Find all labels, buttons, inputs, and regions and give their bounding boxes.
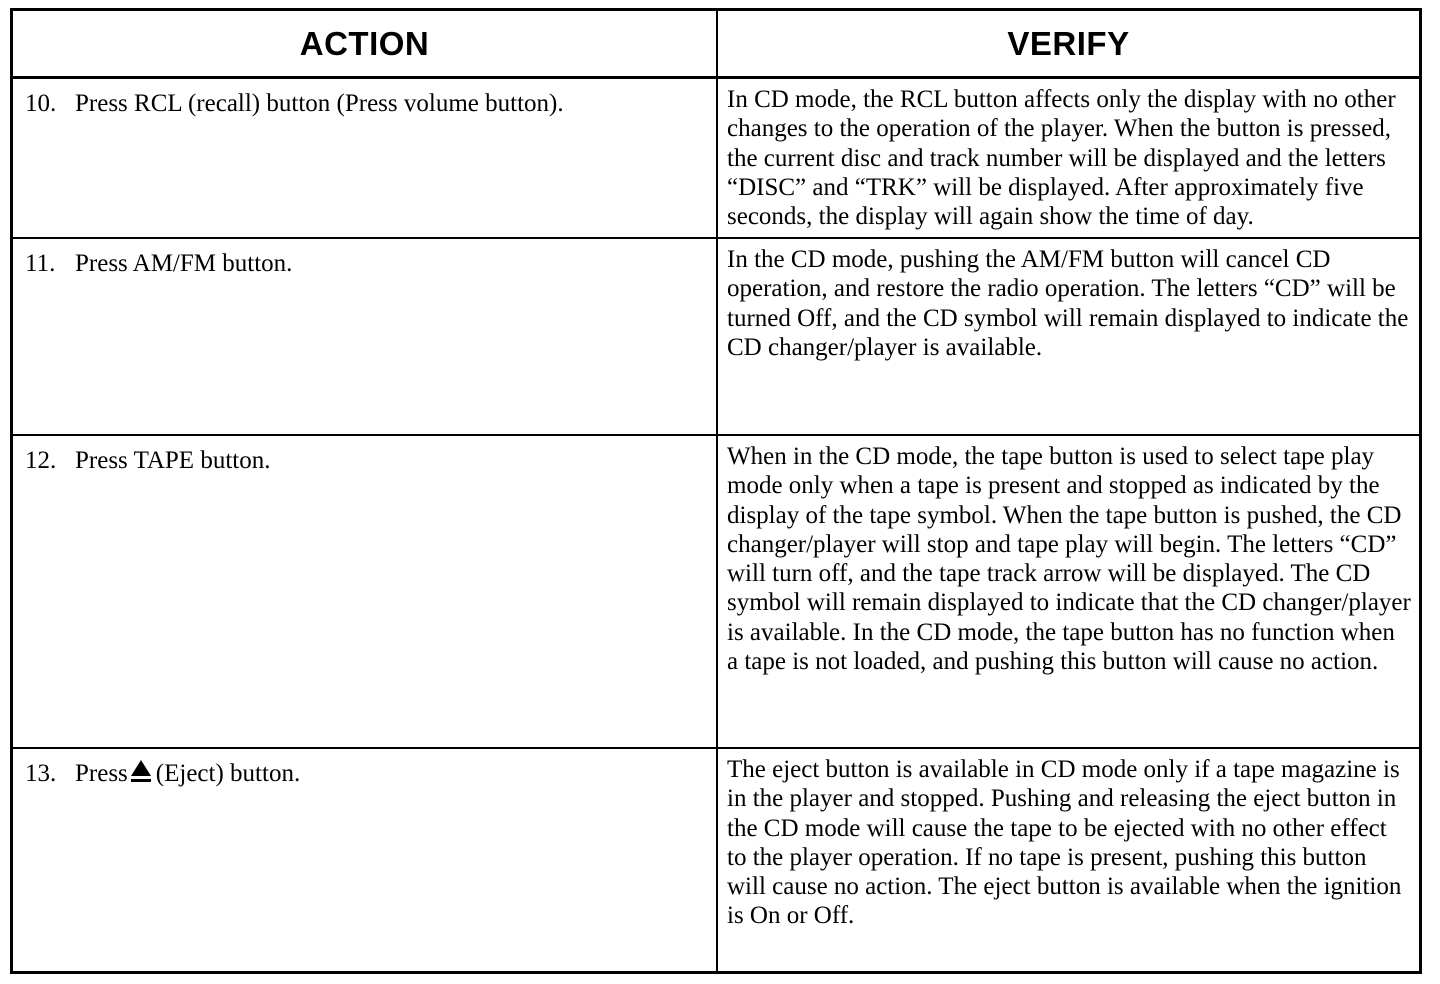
row-12-verify: When in the CD mode, the tape button is used to select tape play mode only when a tape is present and stopped as indicated by the display of the tape symbol. When the tape button is pushed, the CD changer/player will stop and tape play will begin. The letters “CD” will turn off, and the tape track arrow will be displayed. The CD symbol will remain displayed to indicate that the CD changer/player is available. In the CD mode, the tape button has no function when a tape is not loaded, and pushing this button will cause no action. bbox=[718, 436, 1419, 749]
row-12-number: 12. bbox=[25, 447, 57, 474]
header-verify: VERIFY bbox=[718, 11, 1419, 79]
eject-icon bbox=[130, 759, 152, 785]
row-13-action-suffix: (Eject) button. bbox=[155, 760, 301, 787]
row-11-action bbox=[13, 239, 718, 436]
row-10-number: 10. bbox=[25, 90, 57, 117]
header-action: ACTION bbox=[13, 11, 718, 79]
row-12-action bbox=[13, 436, 718, 749]
row-13-verify: The eject button is available in CD mode only if a tape magazine is in the player and stopped. Pushing and releasing the eject button in the CD mode will cause the tape to be ejected with no other effect to the player operation. If no tape is present, pushing this button will cause no action. The eject button is available when the ignition is On or Off. bbox=[727, 756, 1402, 930]
action-verify-table bbox=[10, 8, 1422, 974]
row-10-action bbox=[13, 79, 718, 239]
row-12-action-text: Press TAPE button. bbox=[75, 447, 271, 474]
row-10-verify: In CD mode, the RCL button affects only the display with no other changes to the operation of the player. When the button is pressed, the current disc and track number will be displayed and the letters “DISC” and “TRK” will be displayed. After approximately five seconds, the display will again show the time of day. bbox=[718, 79, 1419, 239]
row-11-verify: In the CD mode, pushing the AM/FM button will cancel CD operation, and restore the radio operation. The letters “CD” will be turned Off, and the CD symbol will remain displayed to indicate the CD changer/player is available. bbox=[718, 239, 1419, 436]
row-10-action-text: Press RCL (recall) button (Press volume button). bbox=[75, 90, 564, 117]
row-13-action-prefix: Press bbox=[75, 760, 128, 787]
row-13-number: 13. bbox=[25, 760, 57, 787]
row-11-action-text: Press AM/FM button. bbox=[75, 250, 293, 277]
row-13-action bbox=[13, 749, 718, 971]
row-11-number: 11. bbox=[25, 250, 56, 277]
